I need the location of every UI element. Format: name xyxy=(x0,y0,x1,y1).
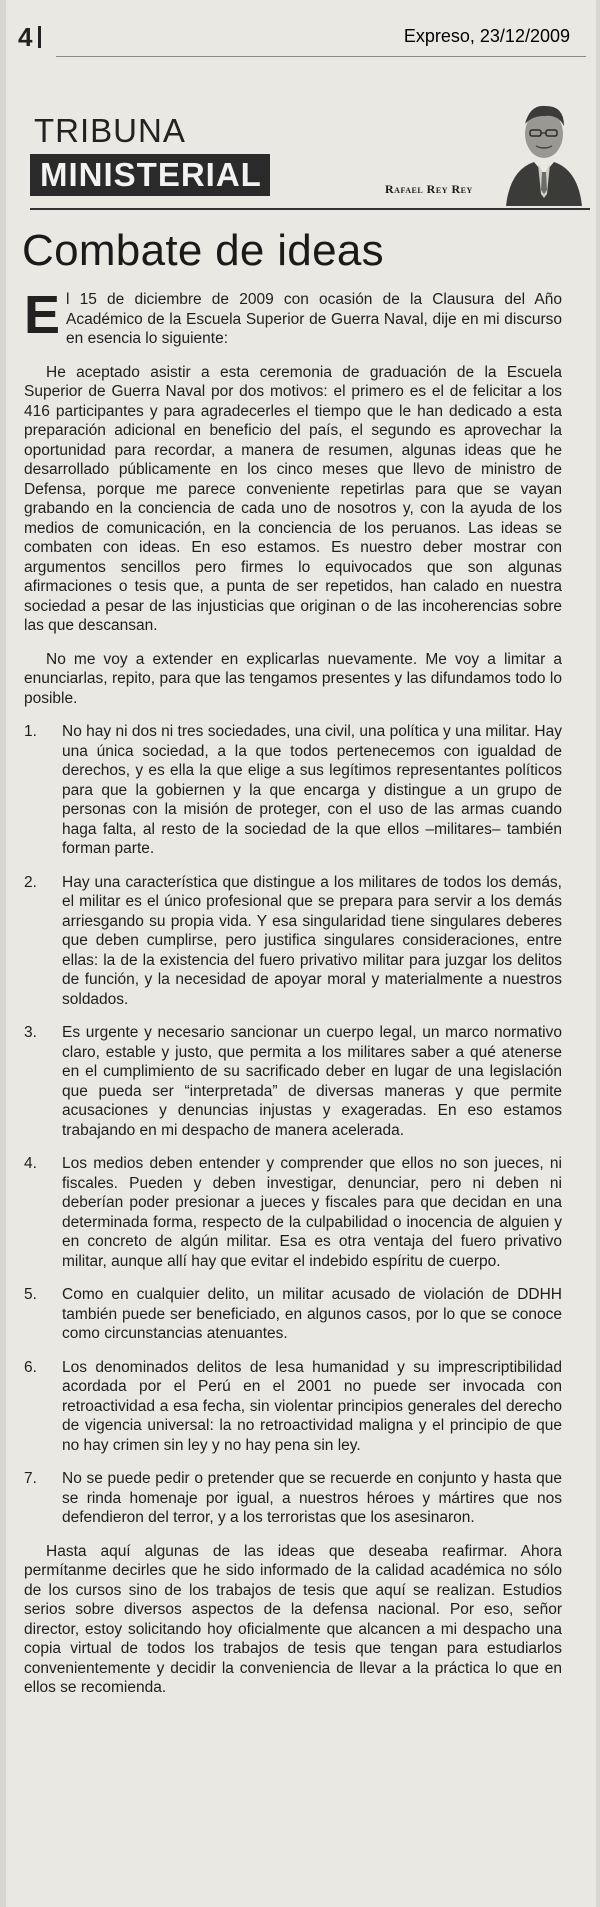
points-list xyxy=(24,722,562,1528)
list-item-text: Los medios deben entender y comprender que ellos no son jueces, ni fiscales. Pueden y deben investigar, denunciar, pero ni deben ni deberían poder presionar a jueces y fiscales para que decidan en una determinada forma, respecto de la culpabilidad o inocencia de alguien y en concreto de algún militar. Esa es otra ventaja del fuero privativo militar, aunque allí hay que evitar el indebido espíritu de cuerpo. xyxy=(62,1155,562,1270)
paragraph-1: He aceptado asistir a esta ceremonia de graduación de la Escuela Superior de Guerra Naval por dos motivos: el primero es el de felicitar a los 416 participantes y para agradecerles el tiempo que le han dedicado a esta preparación adicional en beneficio del país, el segundo es aprovechar la oportunidad para recordar, a manera de resumen, algunas ideas que he desarrollado públicamente en los cinco meses que llevo de ministro de Defensa, porque me parece conveniente repetirlas para que se vayan grabando en la conciencia de cada uno de nosotros y, con la ayuda de los medios de comunicación, en la conciencia de los peruanos. Las ideas se combaten con ideas. En eso estamos. Es nuestro deber mostrar con argumentos sencillos pero firmes lo equivocados que son algunas afirmaciones o tesis que, a punta de ser repetidos, han calado en nuestra sociedad a pesar de las injusticias que originan o de las incoherencias sobre las que descansan. xyxy=(24,363,562,634)
lead-paragraph xyxy=(24,285,562,349)
list-item-text: Como en cualquier delito, un militar acusado de violación de DDHH también puede ser beneficiado, en algunos casos, por lo que se conoce como circunstancias atenuantes. xyxy=(62,1286,562,1342)
page-number xyxy=(18,22,41,53)
list-item-text: Hay una característica que distingue a los militares de todos los demás, el militar es el único profesional que se prepara para servir a los demás arriesgando su propia vida. Y esa singularidad tiene singulares deberes que deben cumplirse, pero justifica singulares consideraciones, entre ellas: la de la existencia del fuero privativo militar para juzgar los delitos de función, y la necesidad de apoyar moral y materialmente a nuestros soldados. xyxy=(62,873,562,1008)
article-body xyxy=(24,285,562,1712)
page-number-text: 4 xyxy=(18,22,33,52)
list-item xyxy=(24,1285,562,1344)
list-item-number: 6. xyxy=(24,1358,37,1376)
source-date: Expreso, 23/12/2009 xyxy=(403,26,570,46)
list-item-number: 5. xyxy=(24,1286,37,1303)
header-divider xyxy=(30,208,590,210)
list-item xyxy=(24,722,562,859)
list-item-text: No se puede pedir o pretender que se recuerde en conjunto y hasta que se rinda homenaje por igual, a nuestros héroes y mártires que nos defendieron del terror, y a los terroristas que los asesinaron. xyxy=(62,1470,562,1526)
newspaper-page xyxy=(6,0,596,1907)
column-header xyxy=(20,112,580,212)
list-item-number: 2. xyxy=(24,873,37,891)
list-item xyxy=(24,873,562,1010)
section-title-line2: MINISTERIAL xyxy=(30,154,270,196)
author-portrait-icon xyxy=(500,94,586,206)
drop-cap: E xyxy=(24,285,61,345)
list-item-text: Los denominados delitos de lesa humanidad y su imprescriptibilidad acordada por el Perú en el 2001 no puede ser invocada con retroactividad a esa fecha, sin violentar principios generales del derecho de vigencia universal: la no retroactividad maligna y el principio de que no hay crimen sin ley y no hay pena sin ley. xyxy=(62,1358,562,1454)
top-divider xyxy=(56,56,586,57)
list-item-number: 4. xyxy=(24,1155,37,1172)
article-title: Combate de ideas xyxy=(22,226,384,275)
list-item-number: 7. xyxy=(24,1470,37,1487)
list-item xyxy=(24,1023,562,1140)
lead-text: l 15 de diciembre de 2009 con ocasión de la Clausura del Año Académico de la Escuela Superior de Guerra Naval, dije en mi discurso en esencia lo siguiente: xyxy=(66,291,562,347)
section-title-line1: TRIBUNA xyxy=(34,112,186,149)
list-item-text: Es urgente y necesario sancionar un cuerpo legal, un marco normativo claro, estable y justo, que permita a los militares saber a qué atenerse en el cumplimiento de su sacrificado deber en lugar de una legislación que pueda ser “interpretada” de diversas maneras y que permite acusaciones y denuncias injustas y exageradas. En eso estamos trabajando en mi despacho de manera acelerada. xyxy=(62,1024,562,1139)
list-item-number: 1. xyxy=(24,723,37,740)
page-number-divider xyxy=(38,26,41,48)
paragraph-2: No me voy a extender en explicarlas nuevamente. Me voy a limitar a enunciarlas, repito, para que las tengamos presentes y las difundamos todo lo posible. xyxy=(24,650,562,707)
list-item xyxy=(24,1358,562,1456)
closing-paragraph: Hasta aquí algunas de las ideas que deseaba reafirmar. Ahora permítanme decirles que he sido informado de la calidad académica no sólo de los cursos sino de los trabajos de tesis que aquí se realizan. Estudios serios sobre diversos aspectos de la defensa nacional. Por eso, señor director, estoy solicitando hoy oficialmente que alcancen a mi despacho una copia virtual de todos los trabajos de tesis que tengan para estudiarlos convenientemente y decidir la conveniencia de llevar a la práctica lo que en ellos se recomienda. xyxy=(24,1542,562,1696)
list-item-number: 3. xyxy=(24,1024,37,1041)
list-item xyxy=(24,1154,562,1271)
author-byline: Rafael Rey Rey xyxy=(385,182,473,196)
list-item-text: No hay ni dos ni tres sociedades, una civil, una política y una militar. Hay una única sociedad, a la que todos pertenecemos con igualdad de derechos, y es ella la que elige a sus legítimos representantes políticos para que la gobiernen y la que encarga y distingue a un grupo de personas con la misión de proteger, con el uso de las armas cuando haga falta, al resto de la sociedad de la que ellos –militares– también forman parte. xyxy=(62,723,562,857)
list-item xyxy=(24,1469,562,1528)
